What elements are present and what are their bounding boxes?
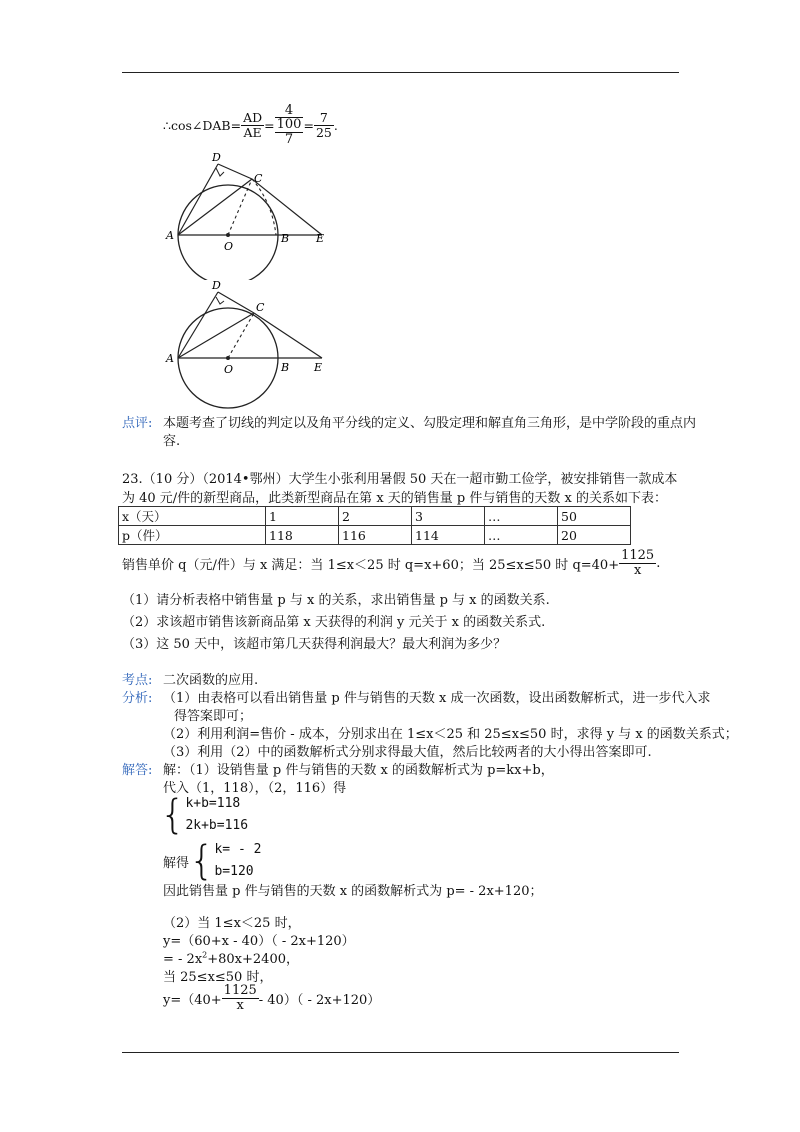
line-ce	[252, 179, 322, 235]
point-o	[226, 356, 230, 360]
price-frac-num: 1125	[621, 547, 655, 563]
table-cell: p（件）	[119, 526, 266, 545]
l8-fraction	[222, 984, 259, 1012]
solve-prefix: 解得	[163, 855, 190, 871]
label-e: E	[316, 232, 325, 245]
right-angle-mark	[216, 168, 224, 176]
equation-system-2	[163, 839, 261, 883]
fenxi-line-3: （2）利用利润=售价 - 成本，分别求出在 1≤x＜25 和 25≤x≤50 时，求得 y 与 x 的函数关系式；	[163, 727, 738, 742]
table-row-p	[119, 526, 631, 545]
problem-line-1: 23.（10 分）（2014•鄂州）大学生小张利用暑假 50 天在一超市勤工俭学，被安排销售一款成本	[122, 472, 678, 487]
solution-line-3: 因此销售量 p 件与销售的天数 x 的函数解析式为 p= - 2x+120；	[163, 884, 543, 899]
label-e: E	[314, 361, 323, 374]
label-a: A	[166, 229, 174, 242]
solution-line-5: y=（60+x - 40）（ - 2x+120）	[163, 934, 355, 949]
line-ad	[178, 292, 218, 358]
frac1-den: AE	[243, 124, 262, 140]
line-ce	[254, 313, 322, 358]
frac2-den: 7	[284, 131, 294, 147]
table-cell: 20	[558, 526, 631, 545]
geometry-figure-1	[160, 150, 340, 280]
line-cb	[252, 179, 276, 235]
solution-line-6	[163, 948, 299, 967]
cos-fraction-1	[241, 111, 264, 138]
line-ac	[178, 313, 254, 358]
table-cell: 1	[266, 507, 339, 526]
label-d: D	[212, 151, 221, 164]
solution-line-1: 解：（1）设销售量 p 件与销售的天数 x 的函数解析式为 p=kx+b，	[163, 763, 554, 778]
question-2: （2）求该超市销售该新商品第 x 天获得的利润 y 元关于 x 的函数关系式.	[122, 615, 546, 630]
fenxi-line-2: 得答案即可；	[174, 709, 253, 724]
circle-o	[178, 185, 278, 280]
question-3: （3）这 50 天中，该超市第几天获得利润最大？最大利润为多少？	[122, 637, 507, 652]
kaodian-label: 考点:	[122, 673, 153, 688]
frac2-num: 4	[275, 104, 304, 119]
sys1-eq-b: 2k+b=116	[185, 818, 249, 833]
point-o	[226, 233, 230, 237]
cos-fraction-2	[275, 104, 304, 147]
sys1-eq-a: k+b=118	[185, 796, 241, 811]
frac1-num: AD	[243, 110, 263, 126]
price-frac-den: x	[633, 562, 642, 578]
l8-a: y=（40+	[163, 992, 222, 1008]
cos-prefix: ∴cos∠DAB=	[163, 117, 242, 133]
line-ac	[178, 179, 252, 235]
brace: {	[160, 792, 186, 838]
equation-system-1	[160, 793, 248, 837]
problem-line-2: 为 40 元/件的新型商品，此类新型商品在第 x 天的销售量 p 件与销售的天数 x 的关系如下表：	[122, 491, 667, 506]
footer-rule	[122, 1052, 679, 1053]
table-cell: 114	[412, 526, 485, 545]
header-rule	[122, 72, 679, 73]
sys2-eq-a: k= - 2	[214, 842, 262, 857]
table-cell: 118	[266, 526, 339, 545]
table-cell: 50	[558, 507, 631, 526]
solution-line-2: 代入（1，118），（2，116）得	[163, 781, 347, 796]
l6-a: = - 2x	[163, 952, 203, 967]
table-cell: x（天）	[119, 507, 266, 526]
frac3-num: 7	[314, 111, 334, 125]
comment-line-2: 容.	[163, 434, 181, 449]
line-ad	[178, 164, 218, 235]
label-b: B	[281, 232, 290, 245]
table-cell: 3	[412, 507, 485, 526]
question-1: （1）请分析表格中销售量 p 与 x 的关系，求出销售量 p 与 x 的函数关系.	[122, 593, 550, 608]
price-condition	[122, 546, 660, 580]
cos-eq2: =	[303, 117, 314, 133]
line-dc	[218, 292, 254, 313]
table-cell: 116	[339, 526, 412, 545]
label-b: B	[281, 361, 290, 374]
cos-eq1: =	[264, 117, 275, 133]
label-c: C	[254, 172, 263, 185]
fenxi-line-4: （3）利用（2）中的函数解析式分别求得最大值，然后比较两者的大小得出答案即可.	[163, 745, 652, 760]
line-dc	[218, 164, 252, 179]
line-oc	[228, 313, 254, 358]
solution-line-8	[163, 980, 380, 1016]
l8-frac-den: x	[236, 997, 244, 1013]
label-a: A	[166, 352, 174, 365]
l6-b: +80x+2400，	[207, 952, 299, 967]
cos-equation	[163, 100, 338, 150]
label-o: O	[224, 240, 234, 253]
l8-frac-num: 1125	[223, 982, 257, 998]
brace: {	[189, 838, 215, 884]
table-row-x	[119, 507, 631, 526]
l8-b: - 40）（ - 2x+120）	[258, 992, 381, 1008]
frac2-mid: 100	[276, 117, 302, 133]
sales-table	[118, 506, 631, 545]
comment-line-1: 本题考查了切线的判定以及角平分线的定义、勾股定理和解直角三角形，是中学阶段的重点内	[163, 416, 697, 431]
solution-line-7: 当 25≤x≤50 时，	[163, 970, 273, 985]
price-fraction	[619, 549, 656, 577]
table-cell: 2	[339, 507, 412, 526]
label-d: D	[212, 279, 221, 292]
solution-label: 解答:	[122, 763, 153, 778]
table-cell: …	[485, 507, 558, 526]
kaodian-text: 二次函数的应用.	[163, 673, 259, 688]
sys2-eq-b: b=120	[214, 864, 254, 879]
fenxi-line-1: （1）由表格可以看出销售量 p 件与销售的天数 x 成一次函数，设出函数解析式，进一步代入求	[163, 691, 711, 706]
l6-sup: 2	[202, 950, 208, 960]
label-o: O	[224, 363, 234, 376]
cos-suffix: .	[333, 117, 338, 133]
cos-fraction-3	[314, 111, 334, 138]
solution-line-4: （2）当 1≤x＜25 时，	[163, 916, 301, 931]
frac3-den: 25	[315, 124, 332, 140]
fenxi-label: 分析:	[122, 691, 153, 706]
table-cell: …	[485, 526, 558, 545]
geometry-figure-2	[160, 278, 340, 413]
right-angle-mark	[216, 297, 224, 304]
price-end: .	[656, 555, 661, 571]
price-text: 销售单价 q（元/件）与 x 满足：当 1≤x＜25 时 q=x+60；当 25≤x≤50 时 q=40+	[122, 557, 620, 573]
label-c: C	[256, 301, 265, 314]
comment-label: 点评:	[122, 416, 153, 431]
